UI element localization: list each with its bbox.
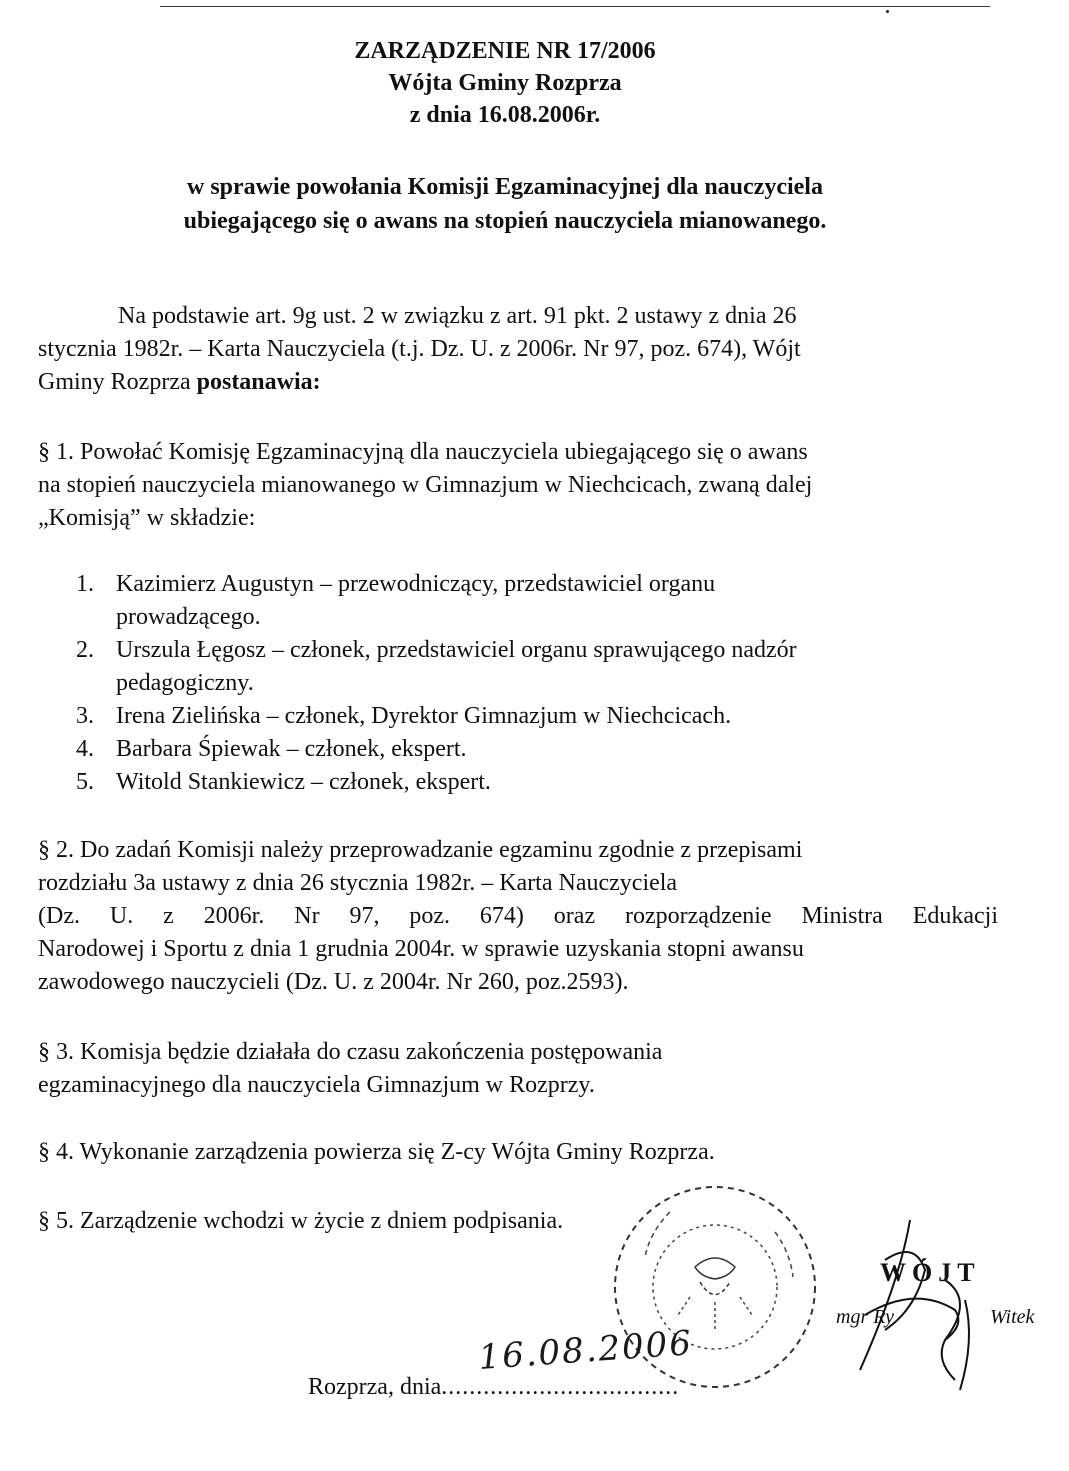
par5-line-1: § 5. Zarządzenie wchodzi w życie z dniem podpisania. [38,1208,564,1234]
paragraph-3 [38,1036,998,1102]
list-item [70,634,950,700]
preamble [38,300,998,399]
handwritten-signature-icon [825,1200,1065,1400]
par4-line-1: § 4. Wykonanie zarządzenia powierza się Z-cy Wójta Gminy Rozprza. [38,1139,715,1165]
list-item-text: Barbara Śpiewak – członek, ekspert. [116,736,467,762]
document-subject [0,170,1010,238]
paragraph-4 [38,1136,998,1169]
preamble-decision: postanawia: [196,369,321,395]
place-date-label: Rozprza, dnia [308,1374,442,1400]
header-title: ZARZĄDZENIE NR 17/2006 [354,38,656,64]
preamble-line-2: stycznia 1982r. – Karta Nauczyciela (t.j. Dz. U. z 2006r. Nr 97, poz. 674), Wójt [38,336,801,362]
list-item [70,700,950,733]
list-item-number: 1. [76,571,94,597]
document-header [0,35,1010,131]
list-item-number: 4. [76,736,94,762]
paragraph-2 [38,834,998,999]
header-date: z dnia 16.08.2006r. [409,102,601,128]
list-item-text-cont: prowadzącego. [116,604,261,630]
list-item-text: Irena Zielińska – członek, Dyrektor Gimnazjum w Niechcicach. [116,703,732,729]
par3-line-2: egzaminacyjnego dla nauczyciela Gimnazjum w Rozprzy. [38,1072,595,1098]
official-seal-icon [600,1172,830,1402]
list-item [70,733,950,766]
preamble-line-3: Gminy Rozprza [38,369,197,395]
par2-line-5: zawodowego nauczycieli (Dz. U. z 2004r. Nr 260, poz.2593). [38,969,629,995]
commission-members-list [70,568,950,799]
signer-name-prefix: mgr Ry [836,1306,894,1328]
handwritten-date: 16.08.2006 [477,1323,695,1378]
par1-line-2: na stopień nauczyciela mianowanego w Gimnazjum w Niechcicach, zwaną dalej [38,472,813,498]
list-item-text: Kazimierz Augustyn – przewodniczący, przedstawiciel organu [116,571,716,597]
header-issuer: Wójta Gminy Rozprza [388,70,622,96]
par1-line-3: „Komisją” w składzie: [38,505,256,531]
date-fill-line: .................................. [441,1374,680,1400]
preamble-line-1: Na podstawie art. 9g ust. 2 w związku z art. 91 pkt. 2 ustawy z dnia 26 [118,303,797,329]
par2-line-4: Narodowej i Sportu z dnia 1 grudnia 2004r. w sprawie uzyskania stopni awansu [38,936,804,962]
par1-line-1: § 1. Powołać Komisję Egzaminacyjną dla nauczyciela ubiegającego się o awans [38,439,808,465]
paragraph-1 [38,436,998,535]
signer-name-suffix: Witek [989,1306,1035,1328]
par2-line-2: rozdziału 3a ustawy z dnia 26 stycznia 1982r. – Karta Nauczyciela [38,870,678,896]
top-rule-line [160,6,990,7]
par3-line-1: § 3. Komisja będzie działała do czasu zakończenia postępowania [38,1039,663,1065]
list-item-number: 2. [76,637,94,663]
scan-speck [886,10,889,13]
signer-title: WÓJT [880,1258,981,1287]
list-item [70,766,950,799]
list-item [70,568,950,634]
list-item-text: Witold Stankiewicz – członek, ekspert. [116,769,491,795]
list-item-text-cont: pedagogiczny. [116,670,254,696]
par2-line-3: (Dz. U. z 2006r. Nr 97, poz. 674) oraz rozporządzenie Ministra Edukacji [38,903,998,929]
par2-line-1: § 2. Do zadań Komisji należy przeprowadzanie egzaminu zgodnie z przepisami [38,837,803,863]
list-item-number: 3. [76,703,94,729]
list-item-text: Urszula Łęgosz – członek, przedstawiciel organu sprawującego nadzór [116,637,797,663]
list-item-number: 5. [76,769,94,795]
subject-line-1: w sprawie powołania Komisji Egzaminacyjnej dla nauczyciela [187,174,823,200]
subject-line-2: ubiegającego się o awans na stopień nauczyciela mianowanego. [183,208,827,234]
